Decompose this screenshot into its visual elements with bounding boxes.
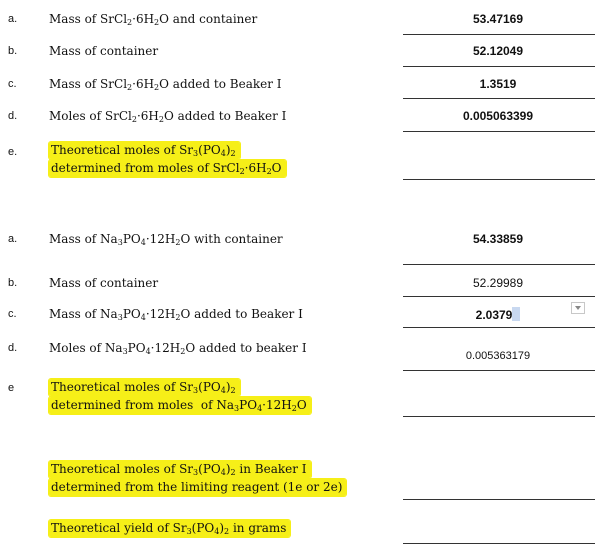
- s2-d-line: [403, 370, 595, 371]
- s1-a-value[interactable]: 53.47169: [472, 12, 524, 26]
- s2-e-line: [403, 416, 595, 417]
- s2-e-label-line1: Theoretical moles of $Sr_3(PO_4)_2$: [49, 379, 240, 396]
- s2-c-letter: c.: [8, 308, 17, 320]
- s1-a-line: [403, 34, 595, 35]
- s1-d-label: Moles of $SrCl_2\cdot 6H_2O$ added to Beaker I: [49, 109, 287, 124]
- limiting-label-line1: Theoretical moles of $Sr_3(PO_4)_2$ in Beaker I: [49, 461, 311, 478]
- s2-b-line: [403, 296, 595, 297]
- s1-c-value[interactable]: 1.3519: [479, 77, 517, 91]
- s2-e-letter: e: [8, 382, 15, 394]
- s2-b-letter: b.: [8, 277, 18, 289]
- text-selection-caret: [512, 307, 520, 321]
- s1-e-label: [49, 141, 286, 177]
- s1-b-value[interactable]: 52.12049: [472, 44, 524, 58]
- s2-c-line: [403, 327, 595, 328]
- s1-d-line: [403, 131, 595, 132]
- limiting-label-line2: determined from the limiting reagent (1e or 2e): [49, 479, 346, 496]
- s2-c-value-box[interactable]: [418, 307, 578, 323]
- s1-e-letter: e.: [8, 146, 18, 158]
- dropdown-toggle-icon[interactable]: [571, 302, 585, 314]
- s1-d-value[interactable]: 0.005063399: [462, 109, 534, 123]
- s1-c-label: Mass of $SrCl_2\cdot 6H_2O$ added to Beaker I: [49, 77, 282, 92]
- yield-label-text: Theoretical yield of $Sr_3(PO_4)_2$ in grams: [49, 520, 290, 537]
- s2-d-letter: d.: [8, 342, 18, 354]
- s2-b-value[interactable]: 52.29989: [472, 276, 524, 290]
- s1-c-letter: c.: [8, 78, 17, 90]
- s1-e-label-line1: Theoretical moles of $Sr_3(PO_4)_2$: [49, 142, 240, 159]
- s2-b-label: Mass of container: [49, 276, 159, 290]
- s2-e-label-line2: determined from moles of $Na_3PO_4\cdot 12H_2O$: [49, 397, 311, 414]
- s2-c-value[interactable]: 2.0379: [475, 308, 513, 322]
- s2-e-label: [49, 378, 311, 414]
- s2-a-label: Mass of $Na_3PO_4\cdot 12H_2O$ with container: [49, 232, 283, 247]
- s1-a-letter: a.: [8, 13, 18, 25]
- s1-b-label: Mass of container: [49, 44, 159, 58]
- s2-a-value[interactable]: 54.33859: [472, 232, 524, 246]
- s1-e-label-line2: determined from moles of $SrCl_2\cdot 6H_2O$: [49, 160, 286, 177]
- limiting-line: [403, 499, 595, 500]
- limiting-label: [49, 460, 346, 496]
- s1-b-line: [403, 66, 595, 67]
- s1-a-label: Mass of $SrCl_2\cdot 6H_2O$ and container: [49, 12, 258, 27]
- s1-e-line: [403, 179, 595, 180]
- s2-a-letter: a.: [8, 233, 18, 245]
- s2-a-line: [403, 264, 595, 265]
- s1-c-line: [403, 98, 595, 99]
- s1-d-letter: d.: [8, 110, 18, 122]
- s2-d-label: Moles of $Na_3PO_4\cdot 12H_2O$ added to beaker I: [49, 341, 307, 356]
- s2-d-value[interactable]: 0.005363179: [465, 350, 531, 362]
- yield-line: [403, 543, 595, 544]
- yield-label: [49, 521, 290, 536]
- s1-b-letter: b.: [8, 45, 18, 57]
- s2-c-label: Mass of $Na_3PO_4\cdot 12H_2O$ added to Beaker I: [49, 307, 303, 322]
